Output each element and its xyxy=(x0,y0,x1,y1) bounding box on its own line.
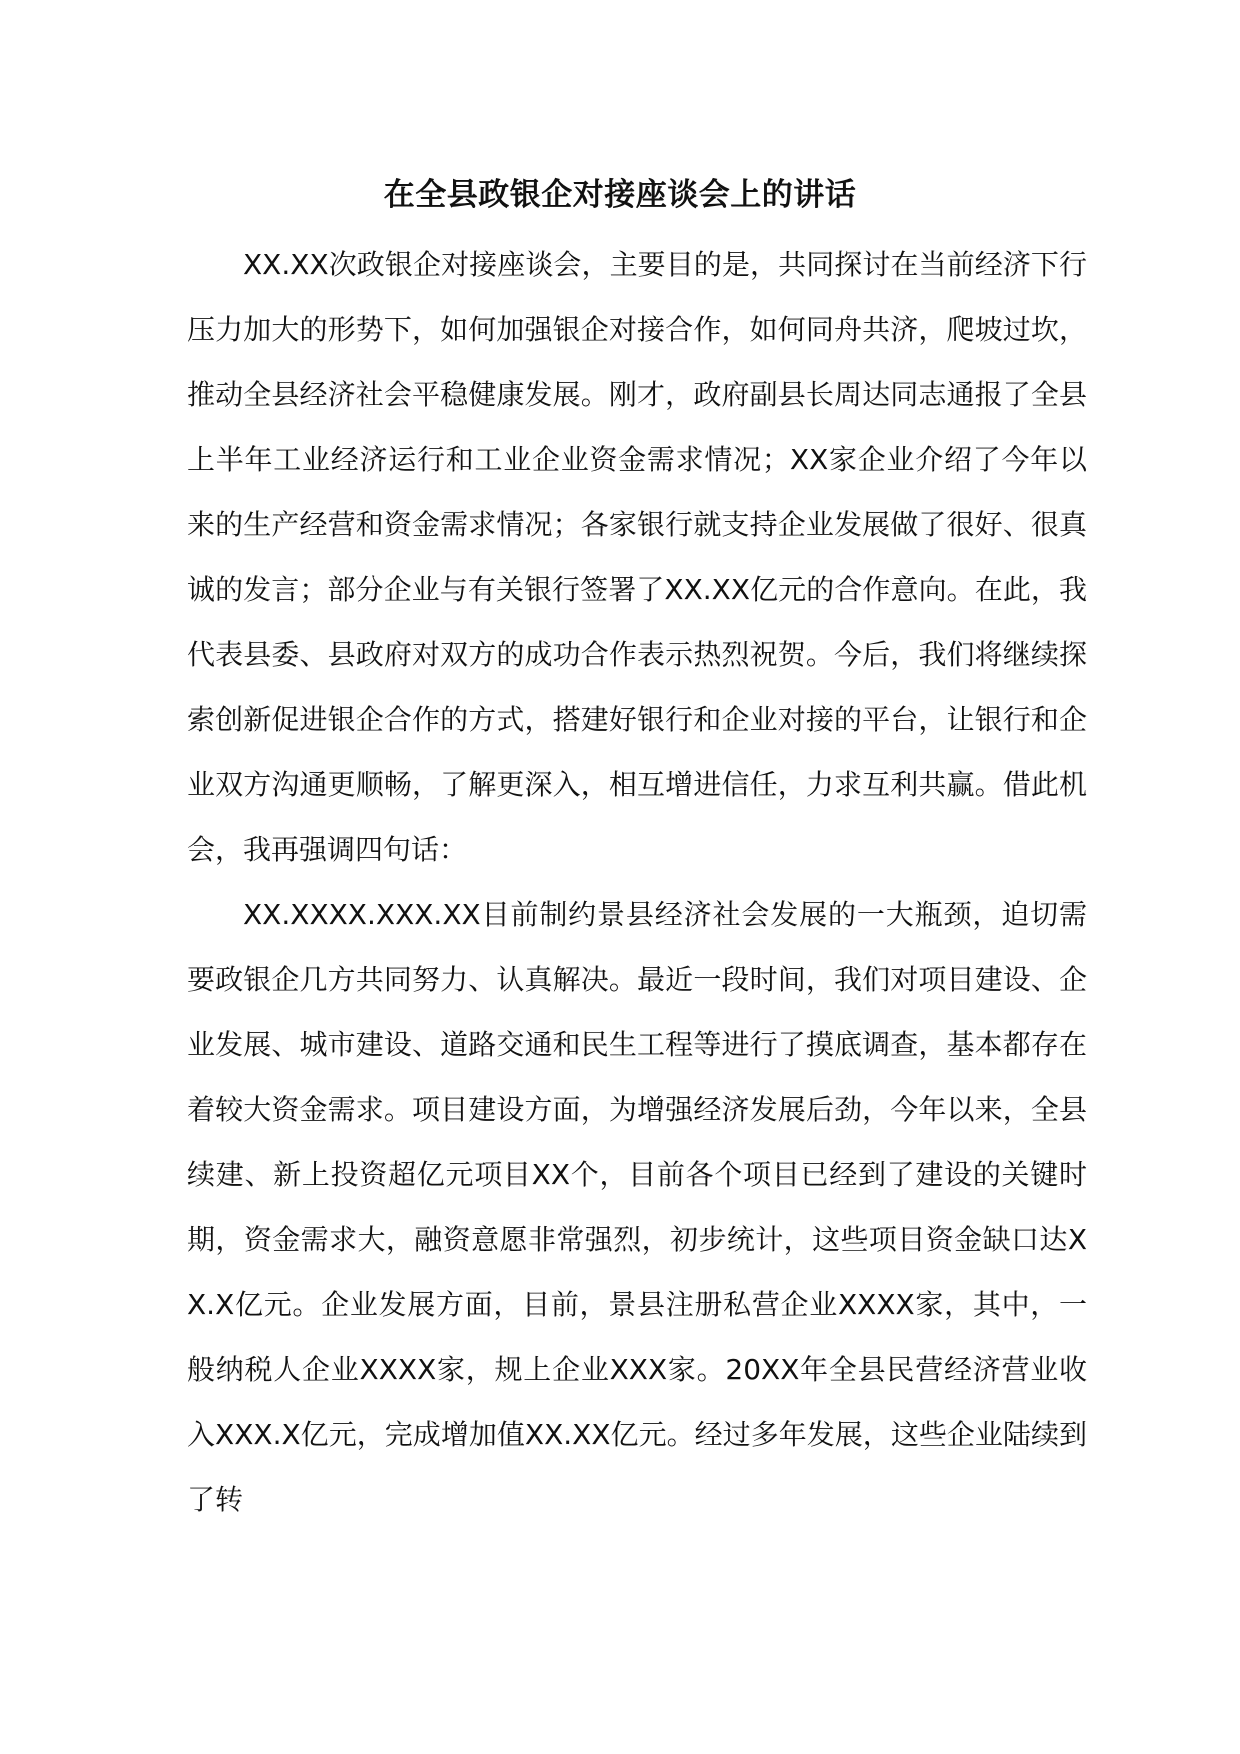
paragraph: XX.XXXX.XXX.XX目前制约景县经济社会发展的一大瓶颈，迫切需要政银企几方共同努力、认真解决。最近一段时间，我们对项目建设、企业发展、城市建设、道路交通和民生工程等进行了摸底调查，基本都存在着较大资金需求。项目建设方面，为增强经济发展后劲，今年以来，全县续建、新上投资超亿元项目XX个，目前各个项目已经到了建设的关键时期，资金需求大，融资意愿非常强烈，初步统计，这些项目资金缺口达XX.X亿元。企业发展方面，目前，景县注册私营企业XXXX家，其中，一般纳税人企业XXXX家，规上企业XXX家。20XX年全县民营经济营业收入XXX.X亿元，完成增加值XX.XX亿元。经过多年发展，这些企业陆续到了转 xyxy=(187,898,1087,1516)
document-title: 在全县政银企对接座谈会上的讲话 xyxy=(383,177,857,213)
document-body xyxy=(187,232,1087,1532)
paragraph: XX.XX次政银企对接座谈会，主要目的是，共同探讨在当前经济下行压力加大的形势下，如何加强银企对接合作，如何同舟共济，爬坡过坎，推动全县经济社会平稳健康发展。刚才，政府副县长周达同志通报了全县上半年工业经济运行和工业企业资金需求情况；XX家企业介绍了今年以来的生产经营和资金需求情况；各家银行就支持企业发展做了很好、很真诚的发言；部分企业与有关银行签署了XX.XX亿元的合作意向。在此，我代表县委、县政府对双方的成功合作表示热烈祝贺。今后，我们将继续探索创新促进银企合作的方式，搭建好银行和企业对接的平台，让银行和企业双方沟通更顺畅，了解更深入，相互增进信任，力求互利共赢。借此机会，我再强调四句话： xyxy=(187,248,1087,866)
